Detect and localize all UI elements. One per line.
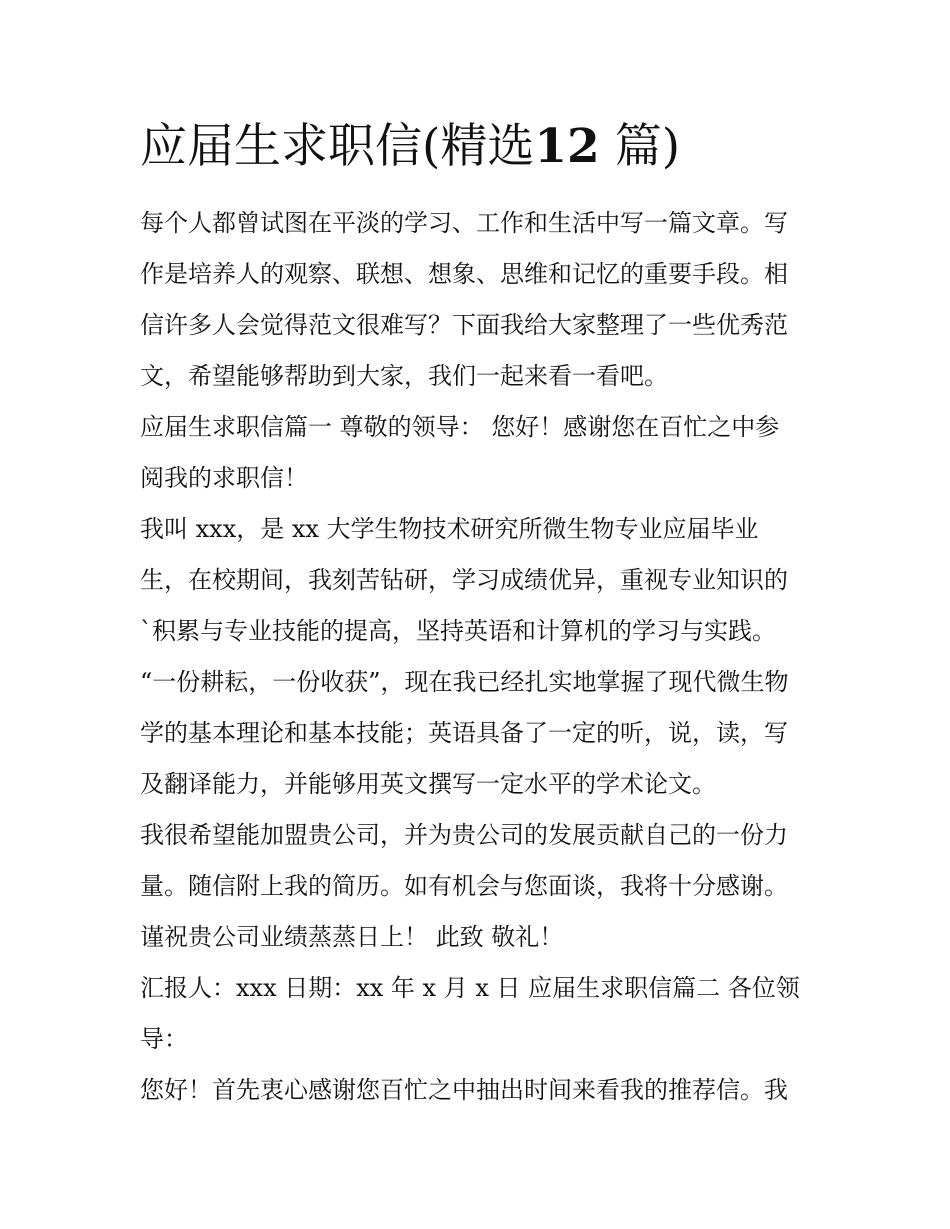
body-line: 每个人都曾试图在平淡的学习、工作和生活中写一篇文章。写 [140,209,788,237]
document-body [140,198,830,1116]
body-line: 应届生求职信篇一 尊敬的领导： 您好！感谢您在百忙之中参 [140,413,780,441]
body-line: “一份耕耘，一份收获”，现在我已经扎实地掌握了现代微生物 [140,668,789,696]
body-line: 您好！首先衷心感谢您百忙之中抽出时间来看我的推荐信。我 [140,1076,788,1104]
body-line: 信许多人会觉得范文很难写？下面我给大家整理了一些优秀范 [140,311,788,339]
title-main: 应届生求职信(精选 [140,119,535,174]
body-line: 我很希望能加盟贵公司，并为贵公司的发展贡献自己的一份力 [140,821,788,849]
title-number: 12 [534,119,600,174]
body-line: 文，希望能够帮助到大家，我们一起来看一看吧。 [140,362,668,390]
body-line: 谨祝贵公司业绩蒸蒸日上！ 此致 敬礼！ [140,923,564,951]
body-line: 导： [140,1025,188,1053]
document-title [140,112,840,182]
body-line: 阅我的求职信！ [140,464,308,492]
body-line: 生，在校期间，我刻苦钻研，学习成绩优异，重视专业知识的 [140,566,788,594]
body-line: 学的基本理论和基本技能；英语具备了一定的听，说，读，写 [140,719,788,747]
body-line: 量。随信附上我的简历。如有机会与您面谈，我将十分感谢。 [140,872,788,900]
body-line: 汇报人：xxx 日期：xx 年 x 月 x 日 应届生求职信篇二 各位领 [140,974,800,1002]
title-end: 篇) [614,119,681,174]
body-line: 我叫 xxx，是 xx 大学生物技术研究所微生物专业应届毕业 [140,515,759,543]
body-line: `积累与专业技能的提高，坚持英语和计算机的学习与实践。 [140,617,776,645]
body-line: 及翻译能力，并能够用英文撰写一定水平的学术论文。 [140,770,716,798]
body-line: 作是培养人的观察、联想、想象、思维和记忆的重要手段。相 [140,260,788,288]
